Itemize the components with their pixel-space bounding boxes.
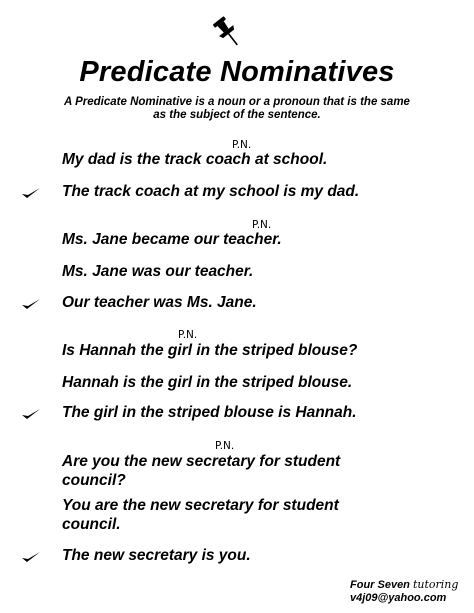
sentence-5: Our teacher was Ms. Jane. xyxy=(62,294,257,311)
definition-line-1: A Predicate Nominative is a noun or a pronoun that is the same xyxy=(64,96,410,108)
checkmark-icon xyxy=(20,550,42,564)
sentence-9: Are you the new secretary for student council? xyxy=(62,453,341,489)
sentence-3: Ms. Jane became our teacher. xyxy=(62,231,282,248)
checkmark-icon xyxy=(20,407,42,421)
pn-label: P.N. xyxy=(252,219,272,231)
checkmark-icon xyxy=(20,297,42,311)
sentence-7: Hannah is the girl in the striped blouse. xyxy=(62,374,353,391)
sentence-1: My dad is the track coach at school. xyxy=(62,151,328,168)
pn-label: P.N. xyxy=(178,329,198,341)
sentence-2: The track coach at my school is my dad. xyxy=(62,183,360,200)
sentence-8: The girl in the striped blouse is Hannah. xyxy=(62,404,357,421)
definition-line-2: as the subject of the sentence. xyxy=(153,109,321,121)
brand-footer xyxy=(350,578,458,605)
definition xyxy=(40,96,434,122)
sentence-10: You are the new secretary for student council. xyxy=(62,497,339,533)
brand-name: Four Seven xyxy=(350,579,410,591)
brand-email: v4j09@yahoo.com xyxy=(350,592,447,604)
brand-line xyxy=(350,578,458,592)
pn-label: P.N. xyxy=(232,139,252,151)
sentence-4: Ms. Jane was our teacher. xyxy=(62,263,254,280)
brand-suffix: tutoring xyxy=(412,578,459,591)
checkmark-icon xyxy=(20,186,42,200)
sentence-11: The new secretary is you. xyxy=(62,547,251,564)
page-title: Predicate Nominatives xyxy=(79,56,395,88)
pushpin-icon xyxy=(209,14,247,52)
pn-label: P.N. xyxy=(215,440,235,452)
sentence-6: Is Hannah the girl in the striped blouse? xyxy=(62,342,358,359)
